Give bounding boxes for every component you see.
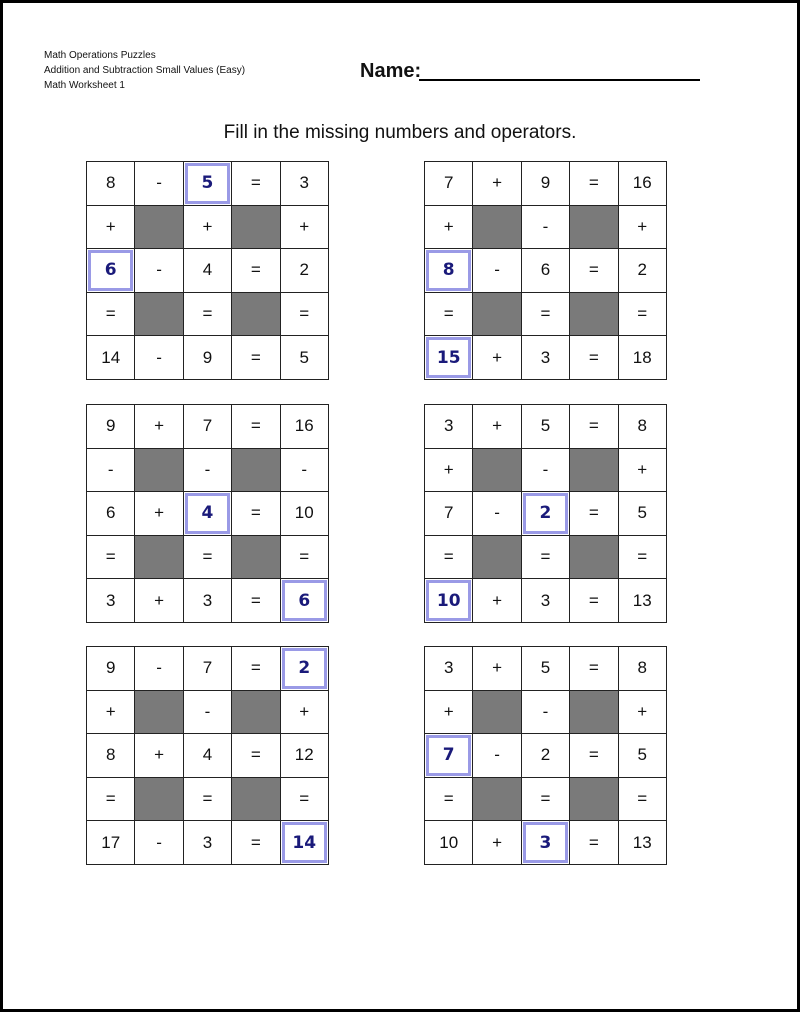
operator-cell: = xyxy=(619,778,667,822)
shaded-cell xyxy=(570,691,618,735)
shaded-cell xyxy=(473,206,521,250)
number-cell: 9 xyxy=(184,336,232,380)
number-cell: 3 xyxy=(522,579,570,623)
operator-cell: = xyxy=(232,647,280,691)
answer-value: 8 xyxy=(426,250,471,291)
number-cell: 12 xyxy=(281,734,329,778)
shaded-cell xyxy=(473,778,521,822)
operator-cell: + xyxy=(425,206,473,250)
operator-cell: + xyxy=(619,206,667,250)
operator-cell: - xyxy=(87,449,135,493)
worksheet-info xyxy=(44,48,245,93)
number-cell: 3 xyxy=(87,579,135,623)
number-cell: 16 xyxy=(281,405,329,449)
answer-cell[interactable] xyxy=(184,492,232,536)
shaded-cell xyxy=(570,449,618,493)
answer-value: 4 xyxy=(185,493,230,534)
operator-cell: - xyxy=(184,691,232,735)
operator-cell: = xyxy=(570,249,618,293)
operator-cell: = xyxy=(232,405,280,449)
operator-cell: = xyxy=(281,778,329,822)
shaded-cell xyxy=(570,536,618,580)
operator-cell: = xyxy=(570,162,618,206)
operator-cell: = xyxy=(281,536,329,580)
shaded-cell xyxy=(232,536,280,580)
shaded-cell xyxy=(473,536,521,580)
answer-value: 15 xyxy=(426,337,471,378)
shaded-cell xyxy=(232,691,280,735)
shaded-cell xyxy=(232,206,280,250)
number-cell: 16 xyxy=(619,162,667,206)
operator-cell: = xyxy=(425,536,473,580)
number-cell: 14 xyxy=(87,336,135,380)
shaded-cell xyxy=(232,449,280,493)
operator-cell: = xyxy=(232,162,280,206)
operator-cell: = xyxy=(425,778,473,822)
operator-cell: = xyxy=(570,336,618,380)
number-cell: 3 xyxy=(184,821,232,865)
operator-cell: = xyxy=(570,734,618,778)
operator-cell: + xyxy=(281,691,329,735)
operator-cell: = xyxy=(570,821,618,865)
number-cell: 5 xyxy=(522,647,570,691)
number-cell: 3 xyxy=(522,336,570,380)
answer-cell[interactable] xyxy=(281,647,329,691)
answer-cell[interactable] xyxy=(425,734,473,778)
shaded-cell xyxy=(473,449,521,493)
number-cell: 13 xyxy=(619,821,667,865)
puzzle-grid xyxy=(86,161,329,380)
operator-cell: + xyxy=(135,405,183,449)
operator-cell: = xyxy=(281,293,329,337)
shaded-cell xyxy=(135,293,183,337)
operator-cell: = xyxy=(232,579,280,623)
name-label: Name: xyxy=(360,60,422,82)
operator-cell: - xyxy=(473,249,521,293)
operator-cell: = xyxy=(232,734,280,778)
operator-cell: + xyxy=(619,691,667,735)
answer-value: 14 xyxy=(282,822,327,863)
operator-cell: = xyxy=(232,336,280,380)
answer-value: 6 xyxy=(88,250,133,291)
number-cell: 2 xyxy=(281,249,329,293)
number-cell: 6 xyxy=(87,492,135,536)
operator-cell: + xyxy=(473,405,521,449)
shaded-cell xyxy=(135,691,183,735)
number-cell: 13 xyxy=(619,579,667,623)
number-cell: 8 xyxy=(619,647,667,691)
operator-cell: = xyxy=(87,293,135,337)
operator-cell: + xyxy=(135,579,183,623)
answer-cell[interactable] xyxy=(522,492,570,536)
operator-cell: - xyxy=(522,206,570,250)
operator-cell: + xyxy=(184,206,232,250)
operator-cell: = xyxy=(570,579,618,623)
answer-value: 7 xyxy=(426,735,471,776)
puzzle-grid xyxy=(424,161,667,380)
puzzle-grid xyxy=(86,404,329,623)
operator-cell: - xyxy=(473,734,521,778)
shaded-cell xyxy=(135,778,183,822)
operator-cell: + xyxy=(87,691,135,735)
number-cell: 3 xyxy=(281,162,329,206)
number-cell: 8 xyxy=(87,162,135,206)
answer-value: 10 xyxy=(426,580,471,621)
operator-cell: + xyxy=(425,449,473,493)
number-cell: 18 xyxy=(619,336,667,380)
operator-cell: = xyxy=(570,492,618,536)
number-cell: 7 xyxy=(425,162,473,206)
operator-cell: = xyxy=(232,821,280,865)
operator-cell: = xyxy=(522,778,570,822)
puzzle-grid xyxy=(424,404,667,623)
puzzle-grid xyxy=(86,646,329,865)
answer-cell[interactable] xyxy=(425,336,473,380)
operator-cell: + xyxy=(473,647,521,691)
number-cell: 4 xyxy=(184,249,232,293)
operator-cell: + xyxy=(473,579,521,623)
operator-cell: = xyxy=(522,293,570,337)
answer-cell[interactable] xyxy=(425,249,473,293)
number-cell: 3 xyxy=(425,647,473,691)
operator-cell: - xyxy=(522,691,570,735)
number-cell: 7 xyxy=(425,492,473,536)
answer-value: 2 xyxy=(282,648,327,689)
shaded-cell xyxy=(232,778,280,822)
shaded-cell xyxy=(135,536,183,580)
answer-value: 3 xyxy=(523,822,568,863)
operator-cell: - xyxy=(135,647,183,691)
operator-cell: - xyxy=(281,449,329,493)
answer-cell[interactable] xyxy=(87,249,135,293)
operator-cell: = xyxy=(184,293,232,337)
operator-cell: - xyxy=(135,162,183,206)
operator-cell: = xyxy=(522,536,570,580)
number-cell: 8 xyxy=(619,405,667,449)
number-cell: 3 xyxy=(425,405,473,449)
operator-cell: = xyxy=(425,293,473,337)
number-cell: 7 xyxy=(184,647,232,691)
number-cell: 3 xyxy=(184,579,232,623)
operator-cell: = xyxy=(619,536,667,580)
name-field-line[interactable] xyxy=(419,79,700,81)
operator-cell: - xyxy=(135,336,183,380)
shaded-cell xyxy=(135,449,183,493)
operator-cell: + xyxy=(473,162,521,206)
operator-cell: = xyxy=(184,536,232,580)
operator-cell: - xyxy=(135,249,183,293)
number-cell: 10 xyxy=(425,821,473,865)
operator-cell: + xyxy=(281,206,329,250)
operator-cell: = xyxy=(232,492,280,536)
operator-cell: + xyxy=(473,821,521,865)
number-cell: 5 xyxy=(619,734,667,778)
shaded-cell xyxy=(135,206,183,250)
answer-value: 6 xyxy=(282,580,327,621)
number-cell: 9 xyxy=(87,647,135,691)
operator-cell: + xyxy=(135,492,183,536)
number-cell: 10 xyxy=(281,492,329,536)
answer-value: 2 xyxy=(523,493,568,534)
shaded-cell xyxy=(570,293,618,337)
worksheet-series-title: Math Operations Puzzles xyxy=(44,50,156,61)
operator-cell: = xyxy=(232,249,280,293)
number-cell: 5 xyxy=(619,492,667,536)
operator-cell: + xyxy=(425,691,473,735)
number-cell: 8 xyxy=(87,734,135,778)
operator-cell: = xyxy=(570,647,618,691)
operator-cell: = xyxy=(184,778,232,822)
number-cell: 2 xyxy=(522,734,570,778)
operator-cell: + xyxy=(135,734,183,778)
answer-cell[interactable] xyxy=(281,579,329,623)
shaded-cell xyxy=(570,206,618,250)
operator-cell: - xyxy=(522,449,570,493)
answer-cell[interactable] xyxy=(522,821,570,865)
number-cell: 6 xyxy=(522,249,570,293)
shaded-cell xyxy=(473,293,521,337)
answer-cell[interactable] xyxy=(281,821,329,865)
operator-cell: - xyxy=(184,449,232,493)
number-cell: 2 xyxy=(619,249,667,293)
operator-cell: = xyxy=(87,778,135,822)
number-cell: 7 xyxy=(184,405,232,449)
answer-value: 5 xyxy=(185,163,230,204)
number-cell: 9 xyxy=(522,162,570,206)
shaded-cell xyxy=(570,778,618,822)
worksheet-subtitle: Addition and Subtraction Small Values (Easy) xyxy=(44,65,246,76)
operator-cell: = xyxy=(570,405,618,449)
operator-cell: = xyxy=(87,536,135,580)
number-cell: 5 xyxy=(522,405,570,449)
operator-cell: + xyxy=(619,449,667,493)
operator-cell: + xyxy=(87,206,135,250)
operator-cell: - xyxy=(473,492,521,536)
number-cell: 5 xyxy=(281,336,329,380)
number-cell: 9 xyxy=(87,405,135,449)
operator-cell: = xyxy=(619,293,667,337)
instructions: Fill in the missing numbers and operators. xyxy=(223,122,577,143)
shaded-cell xyxy=(473,691,521,735)
operator-cell: - xyxy=(135,821,183,865)
number-cell: 17 xyxy=(87,821,135,865)
puzzle-grid xyxy=(424,646,667,865)
number-cell: 4 xyxy=(184,734,232,778)
answer-cell[interactable] xyxy=(425,579,473,623)
operator-cell: + xyxy=(473,336,521,380)
answer-cell[interactable] xyxy=(184,162,232,206)
shaded-cell xyxy=(232,293,280,337)
worksheet-number: Math Worksheet 1 xyxy=(44,80,125,91)
